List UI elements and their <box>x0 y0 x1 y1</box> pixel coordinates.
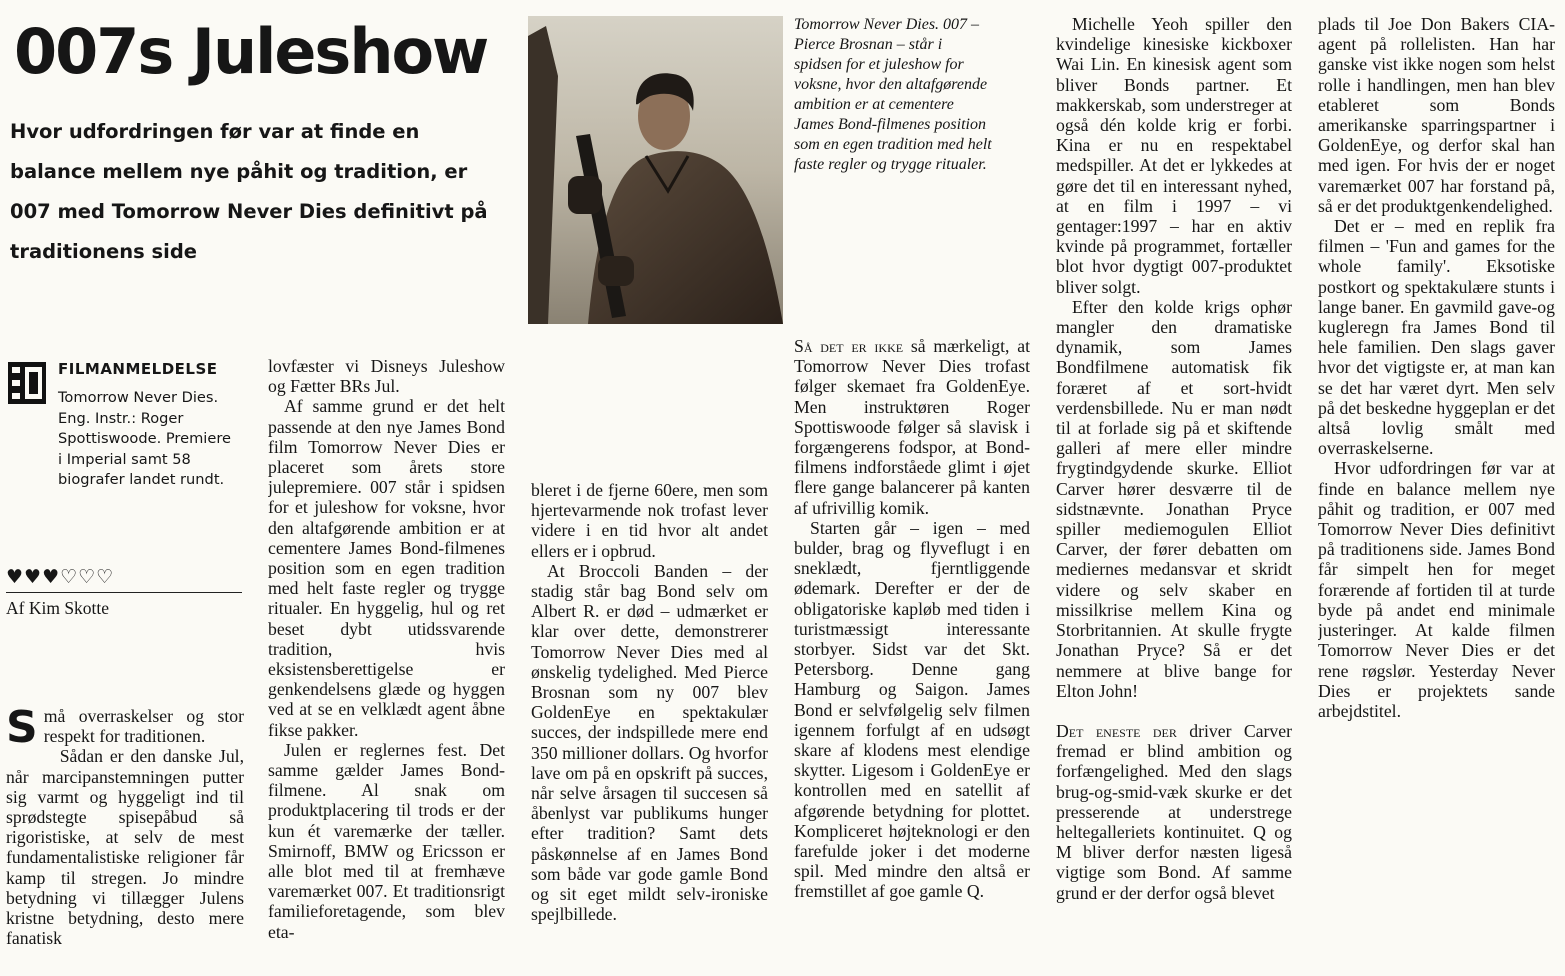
paragraph: Hvor udfordringen før var at finde en balance mellem nye påhit og tradition, er 007 med Tomorrow Never Dies definitivt på traditionens side. James Bond får simpelt hen for meget forærende af fortiden til at turde byde på andet end minimale justeringer. At kalde filmen Tomorrow Never Dies er det rene røgslør. Yesterday Never Dies er projektets sande arbejdstitel. <box>1318 458 1555 721</box>
paragraph: Af samme grund er det helt passende at den nye James Bond film Tomorrow Never Dies er placeret som årets store julepremiere. 007 står i spidsen for et juleshow for voksne, hvor den altafgørende ambition er at cementere James Bond-filmenes position som en egen tradition med helt faste regler og trygge ritualer. En hyggelig, hul og ret beset dybt utidssvarende tradition, hvis eksistensberettigelse er genkendelsens glæde og hyggen ved at se en velklædt agent åbne fikse pakker. <box>268 396 505 740</box>
byline: Af Kim Skotte <box>6 598 110 618</box>
photo-pierce-brosnan <box>528 16 783 324</box>
review-label: FILMANMELDELSE <box>58 360 218 378</box>
drop-cap: S <box>6 706 38 753</box>
body-column-6 <box>1318 14 1555 814</box>
section-lead-in: Så det er ikke <box>794 336 904 356</box>
paragraph: Sådan er den danske Jul, når marcipanstemningen putter sig varmt og hyggeligt ind til sprødstegte spisepåbud så rigoristiske, at selv de mest fundamentalistiske religioner får kamp til stregen. Jo mindre betydning vi tillægger Julens kristne betydning, desto mere fanatisk <box>6 746 244 949</box>
paragraph: Små overraskelser og stor respekt for traditionen. <box>6 706 244 753</box>
body-column-1 <box>6 706 244 974</box>
paragraph: plads til Joe Don Bakers CIA-agent på rollelisten. Han har ganske vist ikke nogen som helst rolle i handlingen, men han blev etableret som Bonds amerikanske sparringspartner i GoldenEye, og derfor skal han med igen. For hvis der er noget varemærket 007 har forstand på, så er det produktgenkendelighed. <box>1318 14 1555 216</box>
film-strip-icon <box>8 362 46 404</box>
section-lead-in: Det eneste der <box>1056 720 1177 741</box>
paragraph: bleret i de fjerne 60ere, men som hjertevarmende nok trofast lever videre i en tid hvor alt andet ellers er i opbrud. <box>531 480 768 561</box>
paragraph: lovfæster vi Disneys Juleshow og Fætter BRs Jul. <box>268 356 505 397</box>
body-column-2 <box>268 356 505 972</box>
paragraph: Michelle Yeoh spiller den kvindelige kinesiske kickboxer Wai Lin. En kinesisk agent som bliver Bonds partner. Et makkerskab, som understreger at også dén kolde krig er forbi. Kina er nu en respektabel medspiller. At det er lykkedes at gøre det til en interessant nyhed, at en film i 1997 – vi gentager:1997 – har en aktiv kvinde på programmet, fortæller blot hvor dygtigt 007-produktet bliver solgt. <box>1056 14 1292 297</box>
paragraph: Det eneste der driver Carver fremad er blind ambition og forfængelighed. Med den slags brug-og-smid-væk skurke er det presserende at understrege heltegalleriets kontinuitet. Q og M bliver derfor næsten ligeså vigtige som Bond. Af samme grund er der derfor også blevet <box>1056 720 1292 903</box>
body-column-4 <box>794 336 1030 972</box>
paragraph: Efter den kolde krigs ophør mangler den dramatiske dynamik, som James Bondfilmene automatisk fik foræret af et sort-hvidt verdensbillede. Nu er man nødt til at forlade sig på et skiftende galleri af mere eller mindre frygtindgydende skurke. Elliot Carver hører desværre til de sidstnævnte. Jonathan Pryce spiller mediemogulen Elliot Carver, der fører debatten om mediernes medansvar et skridt videre og selv skaber en missilkrise mellem Kina og Storbritannien. At skulle frygte Jonathan Pryce? Så er det nemmere at blive bange for Elton John! <box>1056 296 1292 701</box>
paragraph: Julen er reglernes fest. Det samme gælder James Bond-filmene. Al snak om produktplacering til trods er der kun ét varemærke der tæller. Smirnoff, BMW og Ericsson er alle blot med til at fremhæve varemærket 007. Et traditionsrigt familieforetagende, som blev eta- <box>268 739 505 942</box>
subheading: Hvor udfordringen før var at finde en balance mellem nye påhit og tradition, er 007 med Tomorrow Never Dies definitivt på traditionens side <box>10 120 488 263</box>
headline: 007s Juleshow <box>14 15 488 88</box>
body-column-3 <box>531 480 768 972</box>
paragraph: At Broccoli Banden – der stadig står bag Bond selv om Albert R. er død – udmærket er klar over dette, demonstrerer Tomorrow Never Dies med al ønskelig tydelighed. Med Pierce Brosnan som ny 007 blev GoldenEye en spektakulær succes, der indspillede mere end 350 millioner dollars. Og hvorfor lave om på en opskrift på succes, når selve årsagen til succesen så åbenlyst var publikums hunger efter tradition? Samt dets påskønnelse af en James Bond som både var gode gamle Bond og sit eget mildt selv-ironiske spejlbillede. <box>531 560 768 925</box>
review-details: Tomorrow Never Dies. Eng. Instr.: Roger Spottiswoode. Premiere i Imperial samt 58 biografer landet rundt. <box>58 389 231 488</box>
rating-hearts: ♥♥♥♡♡♡ <box>6 566 115 588</box>
photo-caption: Tomorrow Never Dies. 007 – Pierce Brosnan – står i spidsen for et juleshow for voksne, hvor den altafgørende ambition er at cementere James Bond-filmenes position som en egen tradition med helt faste regler og trygge ritualer. <box>794 16 992 173</box>
paragraph: Det er – med en replik fra filmen – 'Fun and games for the whole family'. Eksotiske postkort og spektakulære stunts i lange baner. En gavmild gave-og kugleregn fra James Bond til hele familien. Den slags gaver hvor det vigtigste er, at man kan se det har været dyrt. Men selv på det beskedne hyggeplan er det altså lovlig smålt med overraskelserne. <box>1318 216 1555 459</box>
divider <box>6 592 242 593</box>
body-column-5 <box>1056 14 1292 972</box>
paragraph: Så det er ikke så mærkeligt, at Tomorrow Never Dies trofast følger skemaet fra GoldenEye. Men instruktøren Roger Spottiswoode følger så slavisk i forgængerens fodspor, at Bond-filmens indforståede glimt i øjet flere gange balancerer på kanten af ufrivillig komik. <box>794 336 1030 518</box>
paragraph: Starten går – igen – med bulder, brag og flyveflugt i en sneklædt, fjerntliggende ødemark. Derefter er der de obligatoriske kapløb med tiden i turistmæssigt interessante storbyer. Sidst var det Skt. Petersborg. Denne gang Hamburg og Saigon. James Bond er selvfølgelig selv filmen igennem forfulgt af en udsøgt skare af klodens mest elendige skytter. Ligesom i GoldenEye er kontrollen med en satellit af afgørende betydning for plottet. Kompliceret højteknologi er den farefulde joker i det moderne spil. Med mindre den altså er fremstillet af goe gamle Q. <box>794 517 1030 902</box>
